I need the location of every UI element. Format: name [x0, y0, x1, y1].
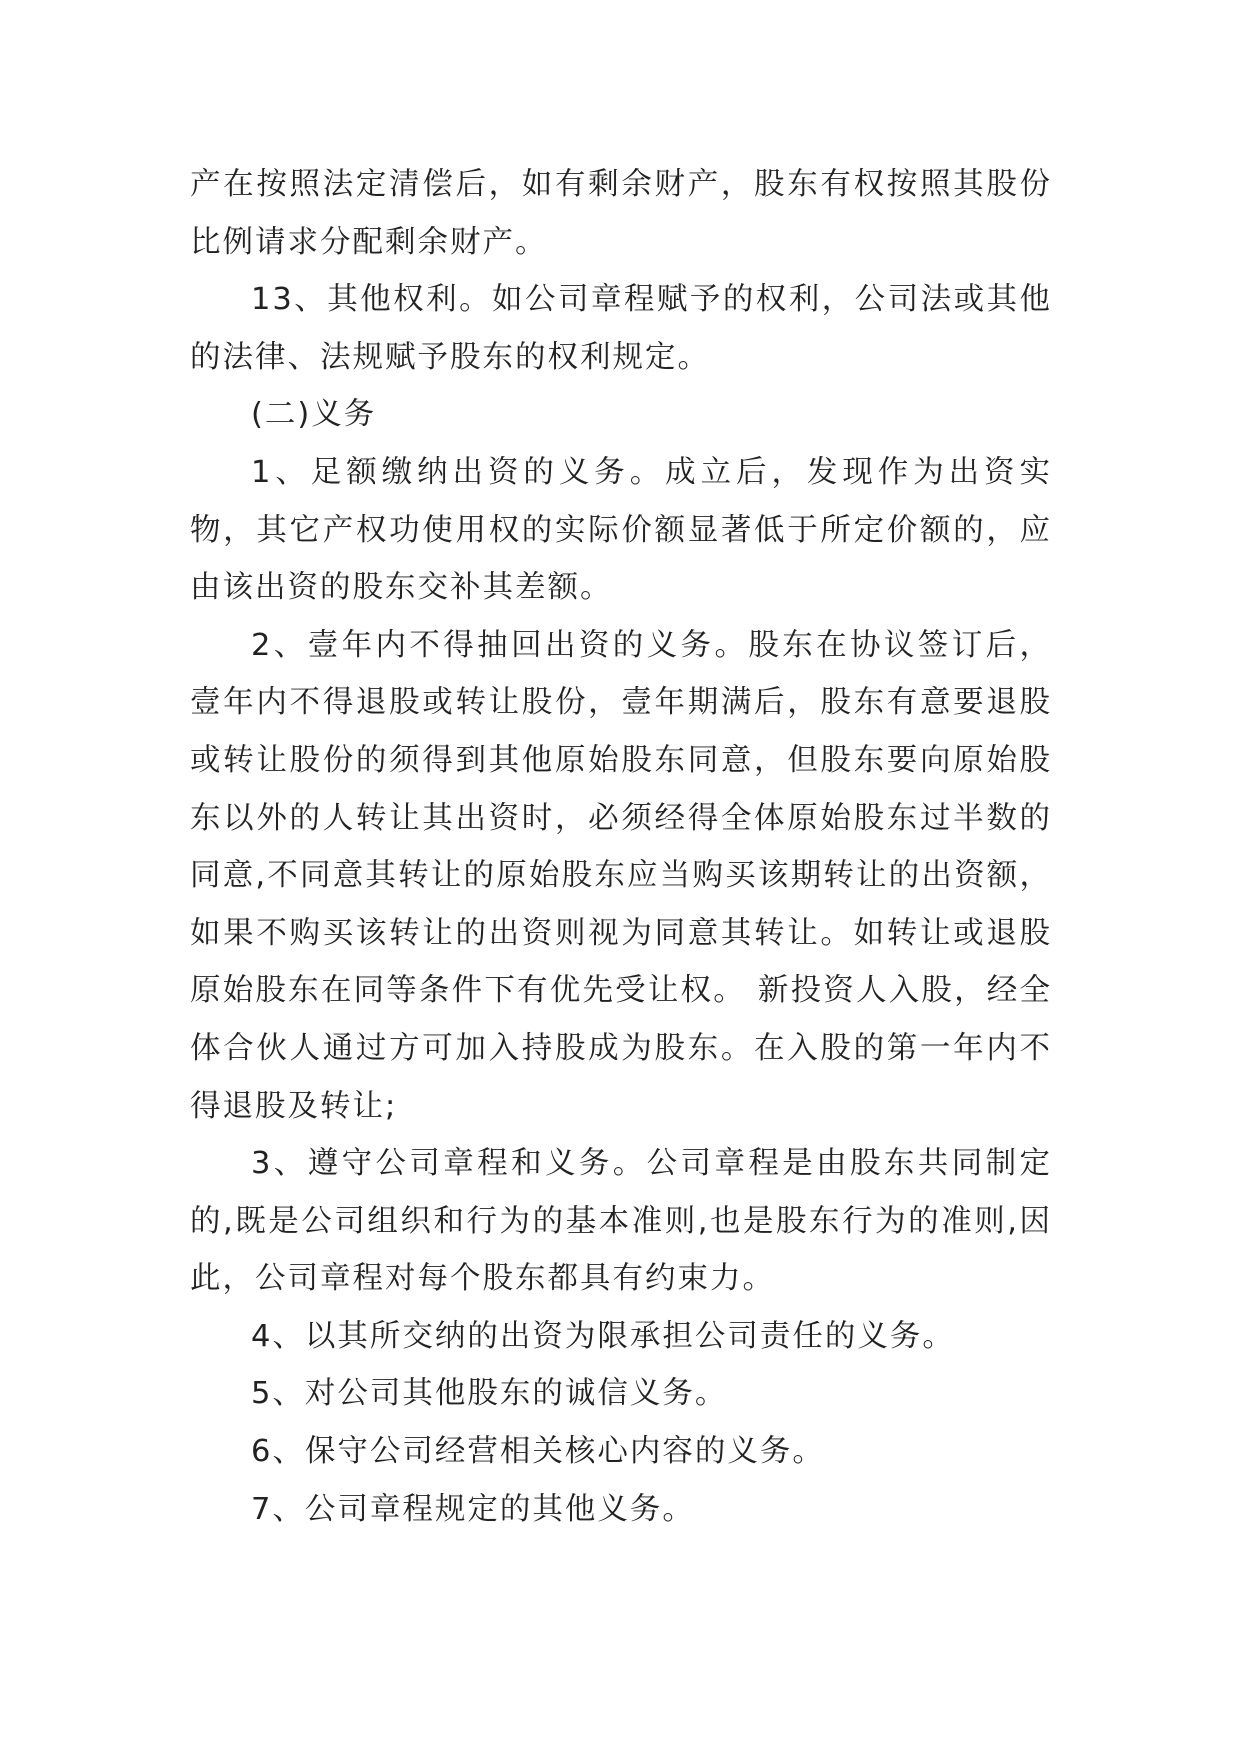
section-heading-obligations: (二)义务 — [251, 397, 377, 433]
paragraph-obligation-7: 7、公司章程规定的其他义务。 — [251, 1491, 695, 1527]
paragraph-obligation-1: 1、足额缴纳出资的义务。成立后，发现作为出资实物，其它产权功使用权的实际价额显著低于所定价额的，应由该出资的股东交补其差额。 — [190, 454, 1052, 606]
paragraph-continuation: 产在按照法定清偿后，如有剩余财产，股东有权按照其股份比例请求分配剩余财产。 — [190, 167, 1052, 260]
paragraph-obligation-3: 3、遵守公司章程和义务。公司章程是由股东共同制定的,既是公司组织和行为的基本准则,也是股东行为的准则,因此，公司章程对每个股东都具有约束力。 — [190, 1146, 1052, 1297]
paragraph-right-13: 13、其他权利。如公司章程赋予的权利，公司法或其他的法律、法规赋予股东的权利规定。 — [190, 282, 1052, 375]
paragraph-obligation-4: 4、以其所交纳的出资为限承担公司责任的义务。 — [251, 1318, 955, 1354]
paragraph-obligation-5: 5、对公司其他股东的诚信义务。 — [251, 1376, 728, 1412]
paragraph-obligation-2: 2、壹年内不得抽回出资的义务。股东在协议签订后，壹年内不得退股或转让股份，壹年期满后，股东有意要退股或转让股份的须得到其他原始股东同意，但股东要向原始股东以外的人转让其出资时，必须经得全体原始股东过半数的同意,不同意其转让的原始股东应当购买该期转让的出资额，如果不购买该转让的出资则视为同意其转让。如转让或退股原始股东在同等条件下有优先受让权。 新投资人入股，经全体合伙人通过方可加入持股成为股东。在入股的第一年内不得退股及转让; — [190, 627, 1052, 1124]
paragraph-obligation-6: 6、保守公司经营相关核心内容的义务。 — [251, 1434, 825, 1470]
document-body — [190, 156, 1052, 1538]
